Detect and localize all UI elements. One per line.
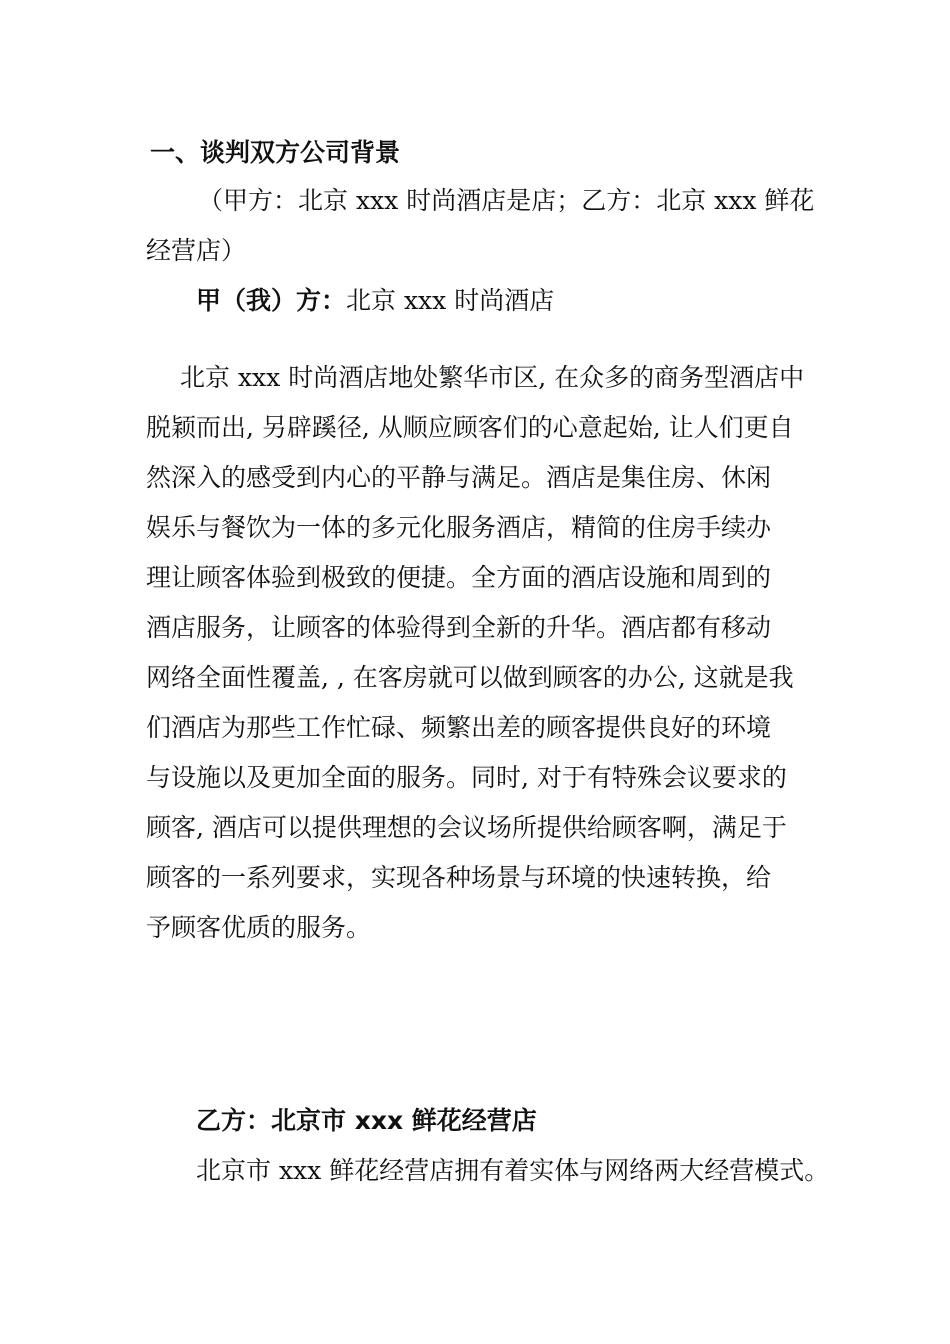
party-a-line: 顾客, 酒店可以提供理想的会议场所提供给顾客啊，满足于 (146, 813, 787, 842)
party-a-line: 予顾客优质的服务。 (146, 913, 372, 942)
party-a-line: 脱颖而出, 另辟蹊径, 从顺应顾客们的心意起始, 让人们更自 (146, 413, 794, 442)
section-heading: 一、谈判双方公司背景 (150, 138, 401, 167)
party-a-line: 酒店服务，让顾客的体验得到全新的升华。酒店都有移动 (146, 613, 772, 642)
party-b-heading: 乙方：北京市 xxx 鲜花经营店 (196, 1106, 537, 1135)
party-a-line: 娱乐与餐饮为一体的多元化服务酒店，精简的住房手续办 (146, 513, 772, 542)
party-a-line: 顾客的一系列要求，实现各种场景与环境的快速转换，给 (146, 863, 772, 892)
party-b-first-line: 北京市 xxx 鲜花经营店拥有着实体与网络两大经营模式。 (196, 1156, 830, 1185)
party-a-line: 网络全面性覆盖, , 在客房就可以做到顾客的办公, 这就是我 (146, 663, 794, 692)
party-a-line: 北京 xxx 时尚酒店地处繁华市区, 在众多的商务型酒店中 (180, 363, 805, 392)
party-a-heading (196, 284, 554, 318)
party-a-line: 与设施以及更加全面的服务。同时, 对于有特殊会议要求的 (146, 763, 787, 792)
parties-line-2: 经营店） (146, 236, 247, 265)
party-a-line: 理让顾客体验到极致的便捷。全方面的酒店设施和周到的 (146, 563, 772, 592)
party-a-line: 然深入的感受到内心的平静与满足。酒店是集住房、休闲 (146, 463, 772, 492)
party-a-line: 们酒店为那些工作忙碌、频繁出差的顾客提供良好的环境 (146, 713, 772, 742)
party-a-label: 甲（我）方： (196, 286, 347, 315)
party-a-name: 北京 xxx 时尚酒店 (346, 286, 555, 315)
parties-line-1: （甲方：北京 xxx 时尚酒店是店；乙方：北京 xxx 鲜花 (198, 186, 815, 215)
